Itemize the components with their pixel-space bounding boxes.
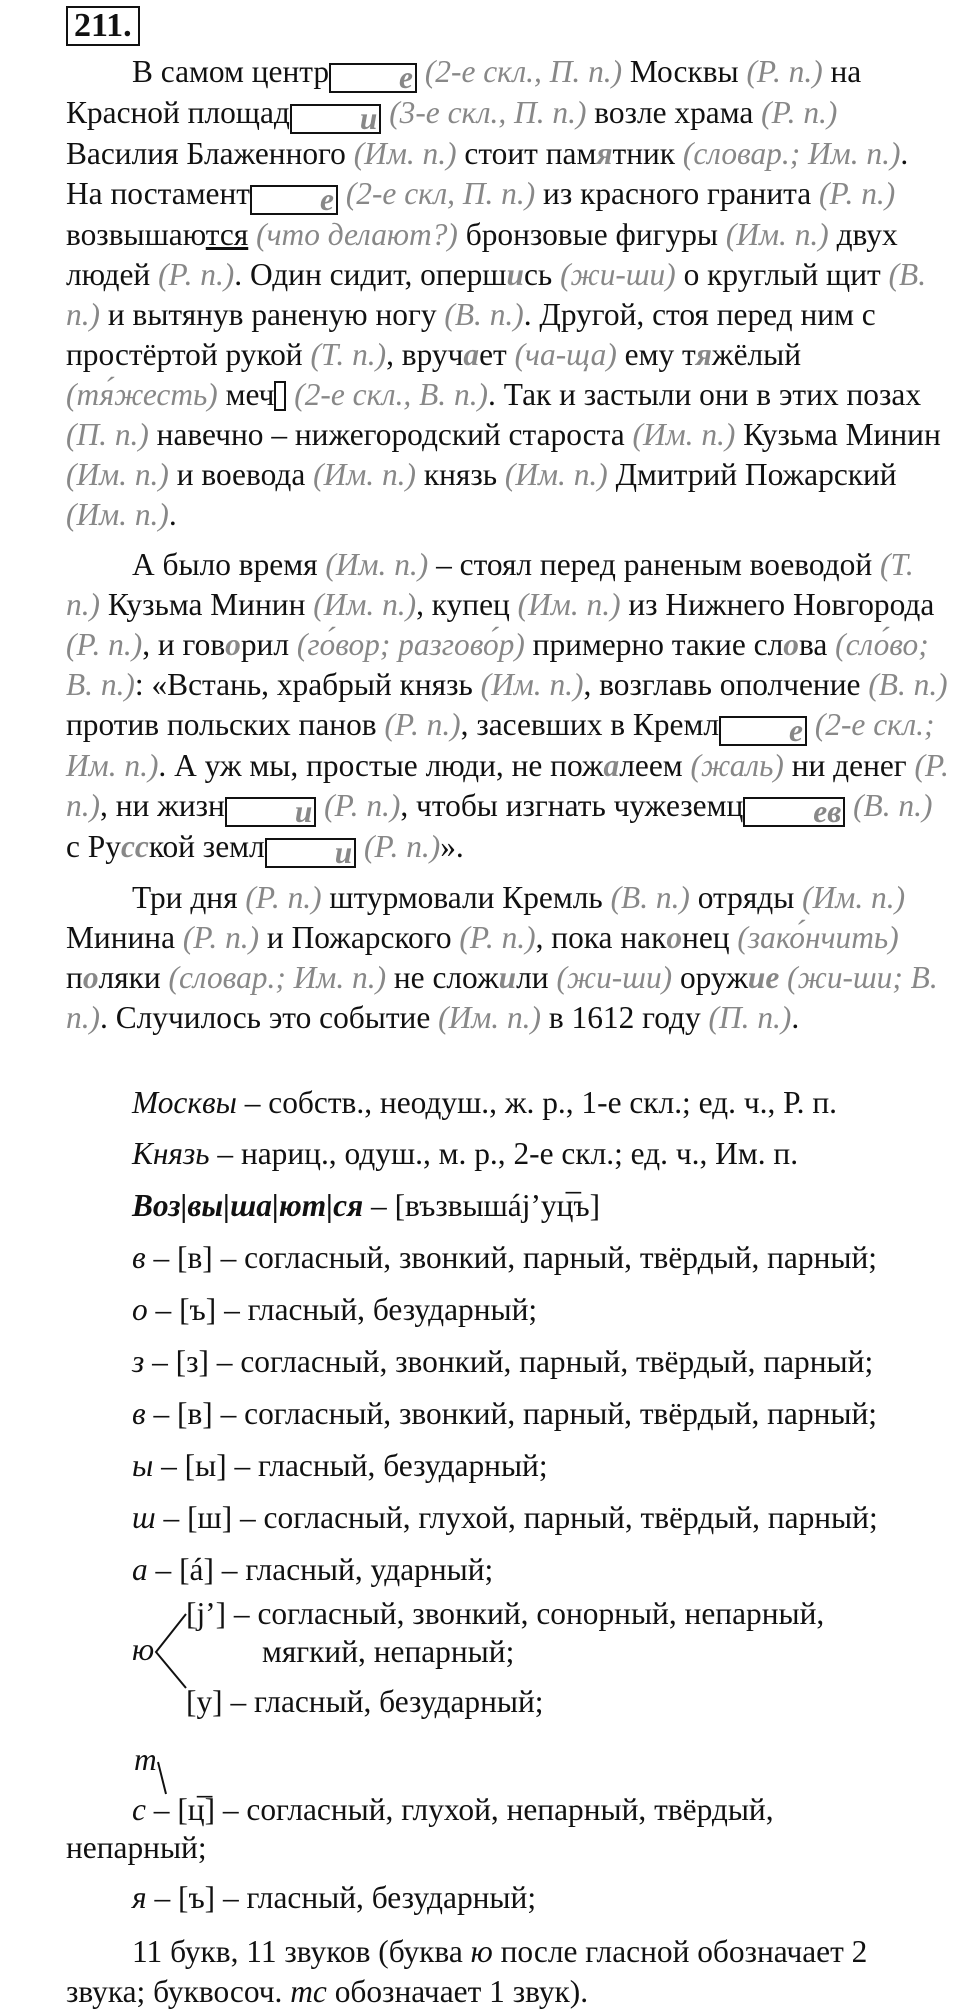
text: жёлый xyxy=(711,337,802,372)
note: (В. п.) xyxy=(66,257,927,332)
exercise-number: 211. xyxy=(66,6,140,46)
vowel: ие xyxy=(747,960,780,995)
note: (Им. п.) xyxy=(325,547,429,582)
phonetic-row xyxy=(132,1552,493,1588)
note: (Р. п.) xyxy=(746,54,823,89)
text: отряды xyxy=(689,880,803,915)
vowel: я xyxy=(695,337,712,372)
text: из красного гранита xyxy=(535,176,820,211)
note: (В. п.) xyxy=(868,667,948,702)
note: (жи-ши; В. п.) xyxy=(66,960,938,1035)
yu-sound-u: [у] – гласный, безударный; xyxy=(186,1684,544,1719)
note: (жаль) xyxy=(690,748,784,783)
note: (Р. п.) xyxy=(364,829,441,864)
text: – [á] – гласный, ударный; xyxy=(147,1552,494,1587)
text: леем xyxy=(619,748,691,783)
note: (Им. п.) xyxy=(353,136,457,171)
vowel: о xyxy=(783,627,799,662)
note: (Р. п.) xyxy=(819,176,896,211)
text: оруж xyxy=(672,960,748,995)
note: (Им. п.) xyxy=(517,587,621,622)
text: , возглавь ополчение xyxy=(583,667,869,702)
phonetic-row xyxy=(132,1500,878,1536)
note: (П. п.) xyxy=(708,1000,792,1035)
vowel: сс xyxy=(120,829,149,864)
text: тс xyxy=(290,1974,327,2009)
vowel: а xyxy=(603,748,620,783)
text: , купец xyxy=(416,587,518,622)
text: п xyxy=(66,960,83,995)
note: (Р. п.) xyxy=(158,257,235,292)
letter: з xyxy=(132,1344,145,1379)
note: (Р. п.) xyxy=(761,95,838,130)
text: ему т xyxy=(616,337,696,372)
text: двух людей xyxy=(66,217,898,292)
note: (3-е скл., П. п.) xyxy=(389,95,587,130)
text: Три дня xyxy=(132,880,246,915)
letter: а xyxy=(132,1552,148,1587)
text: ва xyxy=(798,627,836,662)
text: сь xyxy=(523,257,561,292)
vowel: о xyxy=(225,627,241,662)
note: (Р. п.) xyxy=(459,920,536,955)
text: – [ц̅] – согласный, глухой, непарный, твёрдый, xyxy=(145,1792,774,1827)
note: (ча-ща) xyxy=(514,337,617,372)
text: А было время xyxy=(132,547,326,582)
text: , ни жизн xyxy=(100,788,225,823)
note: (Р. п.) xyxy=(384,707,461,742)
text: Кузьма Минин xyxy=(100,587,314,622)
text xyxy=(779,960,787,995)
text: : «Встань, храбрый князь xyxy=(134,667,481,702)
phonetic-row xyxy=(132,1240,877,1276)
ending-box: е xyxy=(719,716,807,746)
text: Василия Блаженного xyxy=(66,136,354,171)
note: (2-е скл.; Им. п.) xyxy=(66,707,935,783)
word: Москвы xyxy=(132,1085,237,1120)
ending-box: и xyxy=(265,838,356,868)
text: навечно – нижегородский староста xyxy=(148,417,633,452)
text: Москвы xyxy=(622,54,747,89)
text: , чтобы изгнать чужеземц xyxy=(400,788,744,823)
text: и Пожарского xyxy=(259,920,460,955)
text: – [ъ] – гласный, безударный; xyxy=(147,1292,538,1327)
note: (Р. п.) xyxy=(324,788,401,823)
text: штурмовали Кремль xyxy=(321,880,611,915)
note: (сло́во; В. п.) xyxy=(66,627,929,702)
analysis-word-parts xyxy=(132,1188,600,1224)
note: (2-е скл., П. п.) xyxy=(424,54,623,89)
text: . xyxy=(791,1000,800,1035)
note: (Им. п.) xyxy=(313,587,417,622)
paragraph-1 xyxy=(66,52,952,535)
text: ю xyxy=(470,1934,493,1969)
text: о круглый щит xyxy=(675,257,889,292)
note: (Им. п.) xyxy=(632,417,736,452)
text: – [в] – согласный, звонкий, парный, твёрдый, парный; xyxy=(145,1396,877,1431)
ending-box: и xyxy=(290,104,381,134)
letter: я xyxy=(132,1880,147,1915)
letter: ы xyxy=(132,1448,154,1483)
text: . Так и застыли они в этих позах xyxy=(488,377,922,412)
ending-box: и xyxy=(225,797,316,827)
text: рил xyxy=(240,627,297,662)
note: (Р. п.) xyxy=(245,880,322,915)
exercise-text xyxy=(66,52,952,1038)
phonetic-row xyxy=(132,1448,548,1484)
note: (В. п.) xyxy=(610,880,690,915)
text: 11 букв, 11 звуков (буква xyxy=(132,1934,471,1969)
text: В самом центр xyxy=(132,54,330,89)
text: в 1612 году xyxy=(540,1000,709,1035)
text: возвышаю xyxy=(66,217,206,252)
text: возле храма xyxy=(586,95,762,130)
text: – [възвышáj’уц̅ъ] xyxy=(363,1188,601,1223)
note: (тя́жесть) xyxy=(66,377,218,412)
text: Минина xyxy=(66,920,183,955)
letter: о xyxy=(132,1292,148,1327)
note: (В. п.) xyxy=(853,788,933,823)
empty-ending-box xyxy=(274,381,286,411)
text: бронзовые фигуры xyxy=(457,217,726,252)
note: (Р. п.) xyxy=(66,627,143,662)
text: ни денег xyxy=(783,748,915,783)
ending-box: е xyxy=(250,185,338,215)
text: , пока нак xyxy=(535,920,667,955)
note: (Им. п.) xyxy=(66,457,169,492)
note: (словар.; Им. п.) xyxy=(168,960,387,995)
text: после гласной обозначает 2 звука; буквосоч. xyxy=(66,1934,868,2009)
note: (жи-ши) xyxy=(560,257,676,292)
text: кой земл xyxy=(148,829,265,864)
text: – [з] – согласный, звонкий, парный, твёрдый, парный; xyxy=(144,1344,874,1379)
text: , и гов xyxy=(142,627,226,662)
vowel: и xyxy=(506,257,524,292)
text: на Красной площад xyxy=(66,54,862,130)
text: нец xyxy=(682,920,738,955)
text: – [в] – согласный, звонкий, парный, твёрдый, парный; xyxy=(145,1240,877,1275)
text: князь xyxy=(415,457,505,492)
note: (Им. п.) xyxy=(725,217,829,252)
text: . Случилось это событие xyxy=(100,1000,439,1035)
letter-yu: ю xyxy=(132,1632,155,1667)
summary xyxy=(66,1932,952,2012)
note: (Р. п.) xyxy=(66,748,949,823)
text: Дмитрий Пожарский xyxy=(607,457,897,492)
text: ли xyxy=(516,960,557,995)
text: – [ъ] – гласный, безударный; xyxy=(146,1880,537,1915)
note: (го́вор; разгово́р) xyxy=(296,627,525,662)
text: ». xyxy=(440,829,464,864)
letter-s: с xyxy=(132,1792,146,1827)
analysis-knyaz xyxy=(132,1136,798,1172)
text: стоит пам xyxy=(456,136,597,171)
text: , засевших в Кремл xyxy=(460,707,720,742)
phonetic-row xyxy=(132,1396,877,1432)
text: Кузьма Минин xyxy=(735,417,941,452)
note: (П. п.) xyxy=(66,417,149,452)
note: (2-е скл., В. п.) xyxy=(294,377,488,412)
note: (словар.; Им. п.) xyxy=(682,136,901,171)
vowel: о xyxy=(82,960,99,995)
note: (жи-ши) xyxy=(556,960,673,995)
ya-row xyxy=(132,1880,536,1916)
text: примерно такие сл xyxy=(524,627,784,662)
text: с Ру xyxy=(66,829,121,864)
note: (Им. п.) xyxy=(802,880,906,915)
text: обозначает 1 звук). xyxy=(326,1974,589,2009)
analysis-moskvy xyxy=(132,1085,837,1121)
text: ляки xyxy=(98,960,169,995)
paragraph-2 xyxy=(66,545,952,868)
text: – [ы] – гласный, безударный; xyxy=(153,1448,548,1483)
ending-box: ев xyxy=(743,797,845,827)
yu-sound-j-continued: мягкий, непарный; xyxy=(262,1634,515,1669)
letter: в xyxy=(132,1396,146,1431)
text: . Один сидит, оперш xyxy=(234,257,507,292)
note: (Т. п.) xyxy=(310,337,387,372)
note: (что делают?) xyxy=(256,217,458,252)
text: . Другой, стоя перед ним с простёртой рукой xyxy=(66,297,876,372)
text: против польских панов xyxy=(66,707,385,742)
text: – собств., неодуш., ж. р., 1-е скл.; ед. ч., Р. п. xyxy=(236,1085,838,1120)
text: тник xyxy=(612,136,683,171)
ts-row xyxy=(132,1792,774,1828)
note: (Им. п.) xyxy=(313,457,416,492)
text: – стоял перед раненым воеводой xyxy=(428,547,880,582)
text: . А уж мы, простые люди, не пож xyxy=(158,748,604,783)
note: (Им. п.) xyxy=(480,667,584,702)
text: , вруч xyxy=(386,337,464,372)
note: (Т. п.) xyxy=(66,547,914,622)
letter-t: т xyxy=(134,1742,157,1777)
ending-box: е xyxy=(329,63,417,93)
word: Воз|вы|ша|ют|ся xyxy=(132,1188,364,1223)
note: (Им. п.) xyxy=(438,1000,541,1035)
word: Князь xyxy=(132,1136,210,1171)
text: . xyxy=(168,497,177,532)
text: – нариц., одуш., м. р., 2-е скл.; ед. ч., Им. п. xyxy=(209,1136,799,1171)
note: (зако́нчить) xyxy=(737,920,899,955)
text: меч xyxy=(217,377,275,412)
phonetic-row xyxy=(132,1344,873,1380)
text: из Нижнего Новгорода xyxy=(620,587,935,622)
text: не слож xyxy=(386,960,499,995)
note: (Им. п.) xyxy=(66,497,169,532)
note: (2-е скл, П. п.) xyxy=(345,176,536,211)
note: (В. п.) xyxy=(444,297,524,332)
phonetic-row xyxy=(132,1292,537,1328)
text: . На постамент xyxy=(66,136,909,211)
vowel: я xyxy=(596,136,613,171)
text: ет xyxy=(479,337,515,372)
letter: ш xyxy=(132,1500,156,1535)
vowel: и xyxy=(498,960,517,995)
underlined-text: тся xyxy=(205,217,249,252)
vowel: о xyxy=(666,920,683,955)
text: – [ш] – согласный, глухой, парный, твёрдый, парный; xyxy=(155,1500,878,1535)
note: (Р. п.) xyxy=(182,920,260,955)
yu-sound-j: [j’] – согласный, звонкий, сонорный, непарный, xyxy=(186,1596,825,1631)
ts-row-continued: непарный; xyxy=(66,1830,207,1865)
paragraph-3 xyxy=(66,878,952,1038)
text: и воевода xyxy=(168,457,314,492)
vowel: а xyxy=(463,337,480,372)
letter: в xyxy=(132,1240,146,1275)
note: (Им. п.) xyxy=(504,457,608,492)
text: и вытянув раненую ногу xyxy=(100,297,445,332)
